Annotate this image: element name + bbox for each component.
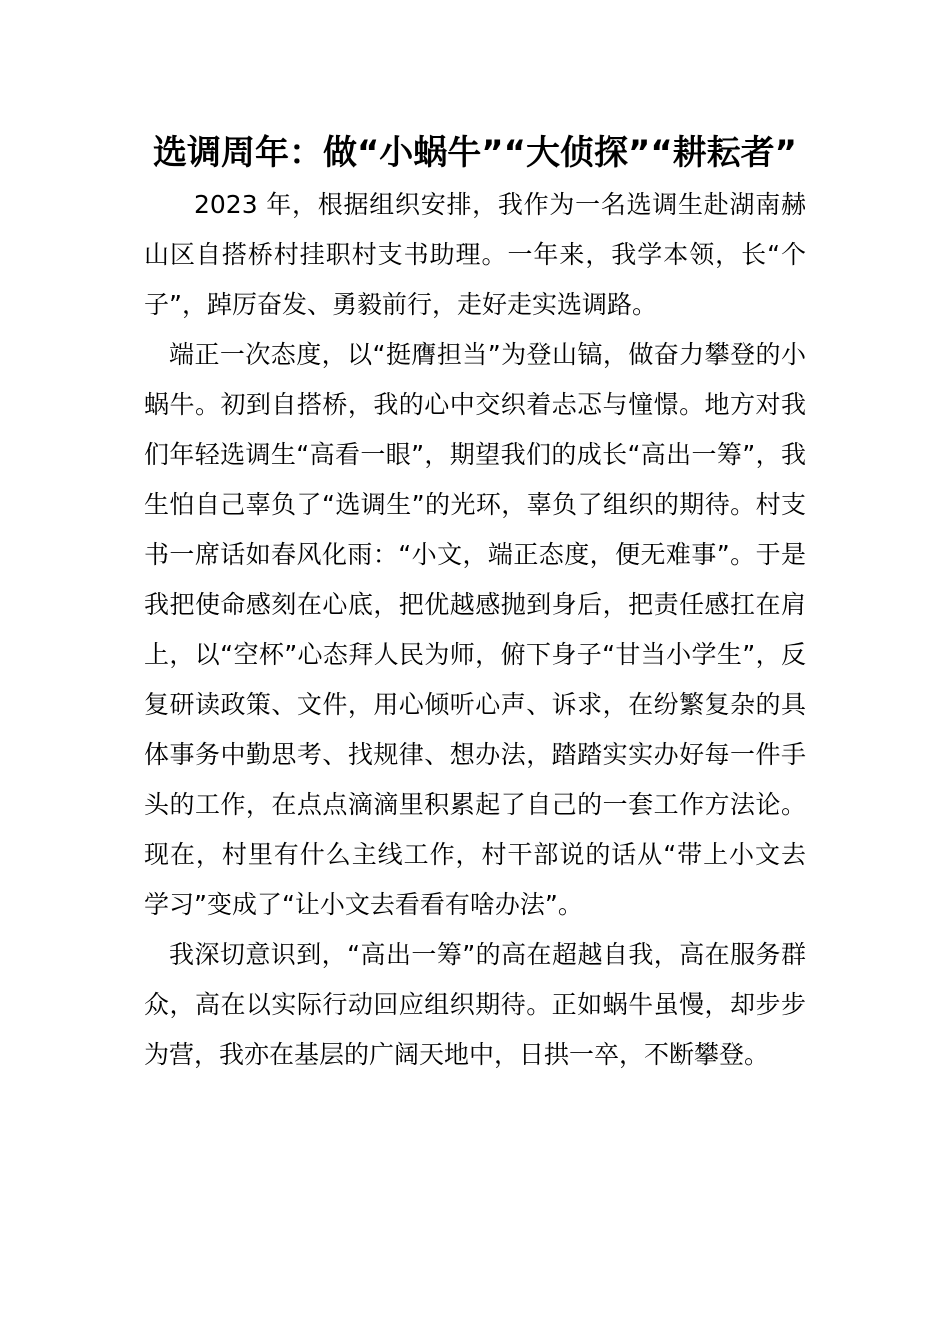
paragraph-reflection: 我深切意识到，“高出一筹”的高在超越自我，高在服务群众，高在以实际行动回应组织期待。正如蜗牛虽慢，却步步为营，我亦在基层的广阔天地中，日拱一卒，不断攀登。	[144, 940, 806, 1069]
document-title: 选调周年：做“小蜗牛”“大侦探”“耕耘者”	[152, 133, 798, 173]
paragraph-attitude: 端正一次态度，以“挺膺担当”为登山镐，做奋力攀登的小蜗牛。初到自搭桥，我的心中交织着忐忑与憧憬。地方对我们年轻选调生“高看一眼”，期望我们的成长“高出一筹”，我生怕自己辜负了“选调生”的光环，辜负了组织的期待。村支书一席话如春风化雨：“小文，端正态度，便无难事”。于是我把使命感刻在心底，把优越感抛到身后，把责任感扛在肩上，以“空杯”心态拜人民为师，俯下身子“甘当小学生”，反复研读政策、文件，用心倾听心声、诉求，在纷繁复杂的具体事务中勤思考、找规律、想办法，踏踏实实办好每一件手头的工作，在点点滴滴里积累起了自己的一套工作方法论。现在，村里有什么主线工作，村干部说的话从“带上小文去学习”变成了“让小文去看看有啥办法”。	[144, 340, 806, 919]
document-page	[144, 128, 806, 1080]
paragraph-intro: 2023 年，根据组织安排，我作为一名选调生赴湖南赫山区自搭桥村挂职村支书助理。一年来，我学本领，长“个子”，踔厉奋发、勇毅前行，走好走实选调路。	[144, 190, 806, 319]
